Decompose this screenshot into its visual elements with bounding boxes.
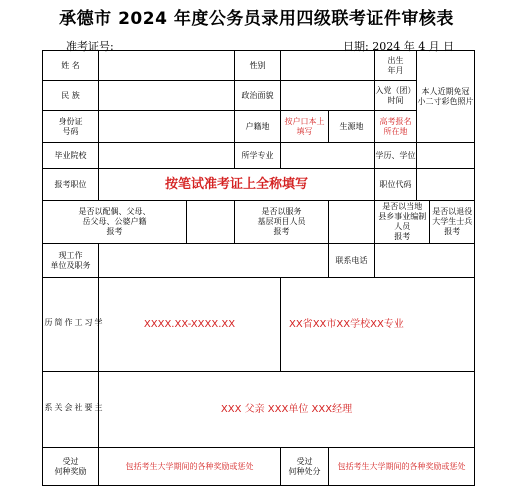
family-label [43, 372, 103, 448]
award-hint[interactable]: 包括考生大学期间的各种奖励或惩处 [99, 448, 281, 486]
major-field[interactable] [281, 143, 375, 169]
degree-field[interactable] [417, 143, 475, 169]
review-form-table [42, 50, 475, 486]
award-label: 受过 何种奖励 [43, 448, 99, 486]
work-unit-label: 现工作 单位及职务 [43, 244, 99, 278]
birth-label: 出生 年月 [375, 51, 417, 81]
phone-field[interactable] [375, 244, 475, 278]
ethnicity-label: 民 族 [43, 81, 99, 111]
origin-label: 生源地 [329, 111, 375, 143]
school-field[interactable] [99, 143, 235, 169]
phone-label: 联系电话 [329, 244, 375, 278]
date-label: 日期: 2024 年 4 月 日 [343, 40, 455, 53]
political-label: 政治面貌 [235, 81, 281, 111]
id-number-label: 身份证 号码 [43, 111, 99, 143]
veteran-question: 是否以退役 大学生士兵 报考 [432, 207, 473, 236]
spouse-question: 是否以配偶、父母、 岳父母、公婆户籍 报考 [43, 201, 187, 244]
id-number-field[interactable] [99, 111, 235, 143]
position-code-field[interactable] [417, 169, 475, 201]
degree-label: 学历、学位 [375, 143, 417, 169]
family-label-text: 主 要 社 会 关 系 [44, 403, 103, 413]
punish-hint[interactable]: 包括考生大学期间的各种奖励或惩处 [329, 448, 475, 486]
position-code-label: 职位代码 [375, 169, 417, 201]
work-unit-field[interactable] [99, 244, 329, 278]
form-title: 承德市 2024 年度公务员录用四级联考证件审核表 [59, 9, 454, 29]
spouse-answer[interactable] [187, 201, 235, 244]
school-label: 毕业院校 [43, 143, 99, 169]
punish-label: 受过 何种处分 [281, 448, 329, 486]
local-question: 是否以当地 县乡事业编制人员 报考 [375, 201, 430, 243]
name-label: 姓 名 [43, 51, 99, 81]
family-hint[interactable]: XXX 父亲 XXX单位 XXX经理 [99, 372, 475, 448]
service-question: 是否以服务 基层项目人员 报考 [235, 201, 329, 244]
major-label: 所学专业 [235, 143, 281, 169]
gender-label: 性别 [235, 51, 281, 81]
party-time-label: 入党（团） 时间 [375, 81, 417, 111]
resume-label-text: 学 习 工 作 简 历 [44, 318, 103, 328]
exam-number-label: 准考证号: [66, 40, 114, 53]
origin-hint[interactable]: 高考报名 所在地 [375, 111, 417, 143]
name-field[interactable] [99, 51, 235, 81]
resume-hint-school[interactable]: XX省XX市XX学校XX专业 [281, 278, 475, 372]
ethnicity-field[interactable] [99, 81, 235, 111]
resume-hint-period[interactable]: XXXX.XX-XXXX.XX [99, 278, 281, 372]
position-hint[interactable]: 按笔试准考证上全称填写 [99, 169, 375, 201]
service-answer[interactable] [329, 201, 375, 244]
resume-label [43, 278, 103, 372]
political-field[interactable] [281, 81, 375, 111]
position-label: 报考职位 [43, 169, 99, 201]
hukou-label: 户籍地 [235, 111, 281, 143]
hukou-hint[interactable]: 按户口本上 填写 [281, 111, 329, 143]
gender-field[interactable] [281, 51, 375, 81]
photo-box[interactable]: 本人近期免冠 小二寸彩色照片 [417, 51, 475, 143]
